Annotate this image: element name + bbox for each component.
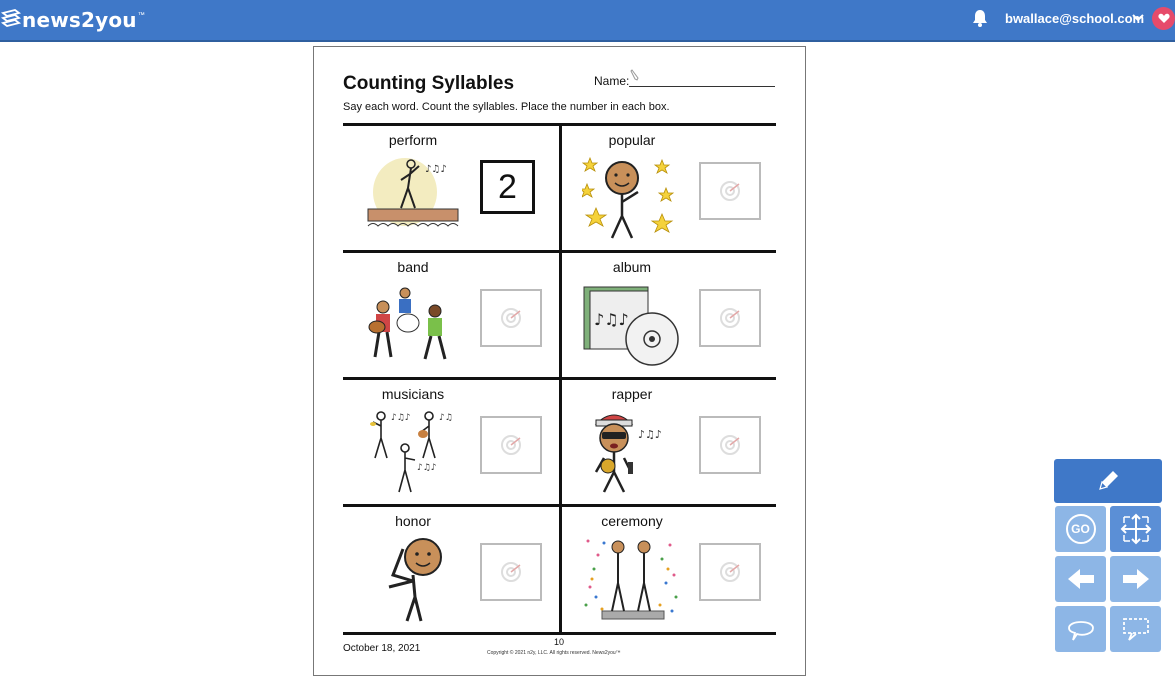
top-bar: [0, 0, 1175, 42]
move-tool-button[interactable]: [1110, 506, 1161, 552]
word-label: perform: [388, 132, 438, 148]
arrow-left-icon: [1066, 567, 1096, 591]
word-label: honor: [395, 513, 431, 529]
favorites-button[interactable]: [1152, 7, 1175, 30]
bell-icon[interactable]: [972, 9, 988, 27]
instructions: Say each word. Count the syllables. Place the number in each box.: [343, 101, 670, 113]
ceremony-picture: [582, 535, 682, 623]
pencil-tool-button[interactable]: [1054, 459, 1162, 503]
word-label: band: [397, 259, 429, 275]
syllable-grid: [343, 123, 776, 635]
answer-box[interactable]: [480, 289, 542, 347]
target-icon: [719, 180, 741, 202]
band-picture: [363, 281, 463, 369]
word-label: popular: [608, 132, 656, 148]
answer-box[interactable]: [480, 543, 542, 601]
arrow-right-icon: [1121, 567, 1151, 591]
album-picture: [582, 281, 682, 369]
svg-text:♪♫♪: ♪♫♪: [417, 463, 437, 473]
item-rapper: [562, 380, 778, 507]
rect-select-button[interactable]: [1110, 606, 1161, 652]
answer-box[interactable]: [699, 543, 761, 601]
pencil-cursor-icon: [630, 69, 640, 81]
word-label: rapper: [611, 386, 653, 402]
brand-logo[interactable]: [0, 6, 145, 34]
heart-icon: [1158, 13, 1170, 24]
copyright-text: Copyright © 2021 n2y, LLC. All rights reserved. News2you™: [487, 650, 621, 656]
user-email[interactable]: bwallace@school.com: [1005, 11, 1145, 26]
popular-picture: [582, 154, 682, 242]
svg-text:♪♫♪: ♪♫♪: [638, 428, 662, 441]
word-label: album: [612, 259, 652, 275]
musicians-picture: [363, 408, 463, 496]
item-band: [343, 253, 559, 380]
answer-box[interactable]: [699, 416, 761, 474]
annotation-toolbar: [1054, 459, 1164, 655]
name-label: Name:: [594, 74, 630, 88]
item-popular: [562, 126, 778, 253]
answer-box[interactable]: [480, 416, 542, 474]
chevron-down-icon[interactable]: [1132, 13, 1144, 23]
brand-logo-icon: [0, 8, 22, 32]
word-label: musicians: [381, 386, 445, 402]
brand-name: news2you: [22, 8, 137, 32]
page-number: 10: [554, 637, 565, 647]
go-icon: [1066, 514, 1096, 544]
target-icon: [500, 434, 522, 456]
item-ceremony: [562, 507, 778, 634]
next-page-button[interactable]: [1110, 556, 1161, 602]
perform-picture: [363, 154, 463, 242]
worksheet-title: Counting Syllables: [343, 73, 515, 94]
rapper-picture: [582, 408, 682, 496]
lasso-select-icon: [1065, 616, 1097, 642]
rect-select-icon: [1120, 616, 1152, 642]
brand-trademark: ™: [137, 11, 145, 19]
name-field[interactable]: [629, 86, 775, 87]
target-icon: [500, 561, 522, 583]
svg-text:♪♫♪: ♪♫♪: [594, 310, 629, 329]
go-button[interactable]: [1055, 506, 1106, 552]
item-perform: [343, 126, 559, 253]
lasso-select-button[interactable]: [1055, 606, 1106, 652]
target-icon: [719, 307, 741, 329]
target-icon: [719, 434, 741, 456]
previous-page-button[interactable]: [1055, 556, 1106, 602]
target-icon: [500, 307, 522, 329]
pencil-icon: [1094, 467, 1122, 495]
word-label: ceremony: [601, 513, 663, 529]
worksheet-date: October 18, 2021: [343, 643, 421, 654]
answer-box[interactable]: 2: [480, 160, 535, 214]
svg-text:♪♫: ♪♫: [439, 413, 453, 423]
answer-box[interactable]: [699, 162, 761, 220]
svg-text:♪♫♪: ♪♫♪: [391, 413, 411, 423]
item-musicians: [343, 380, 559, 507]
move-arrows-icon: [1120, 513, 1152, 545]
target-icon: [719, 561, 741, 583]
worksheet-page: [313, 46, 806, 676]
answer-box[interactable]: [699, 289, 761, 347]
go-label: GO: [1071, 522, 1090, 536]
item-album: [562, 253, 778, 380]
item-honor: [343, 507, 559, 634]
honor-picture: [363, 535, 463, 623]
svg-text:♪♫♪: ♪♫♪: [425, 164, 447, 175]
